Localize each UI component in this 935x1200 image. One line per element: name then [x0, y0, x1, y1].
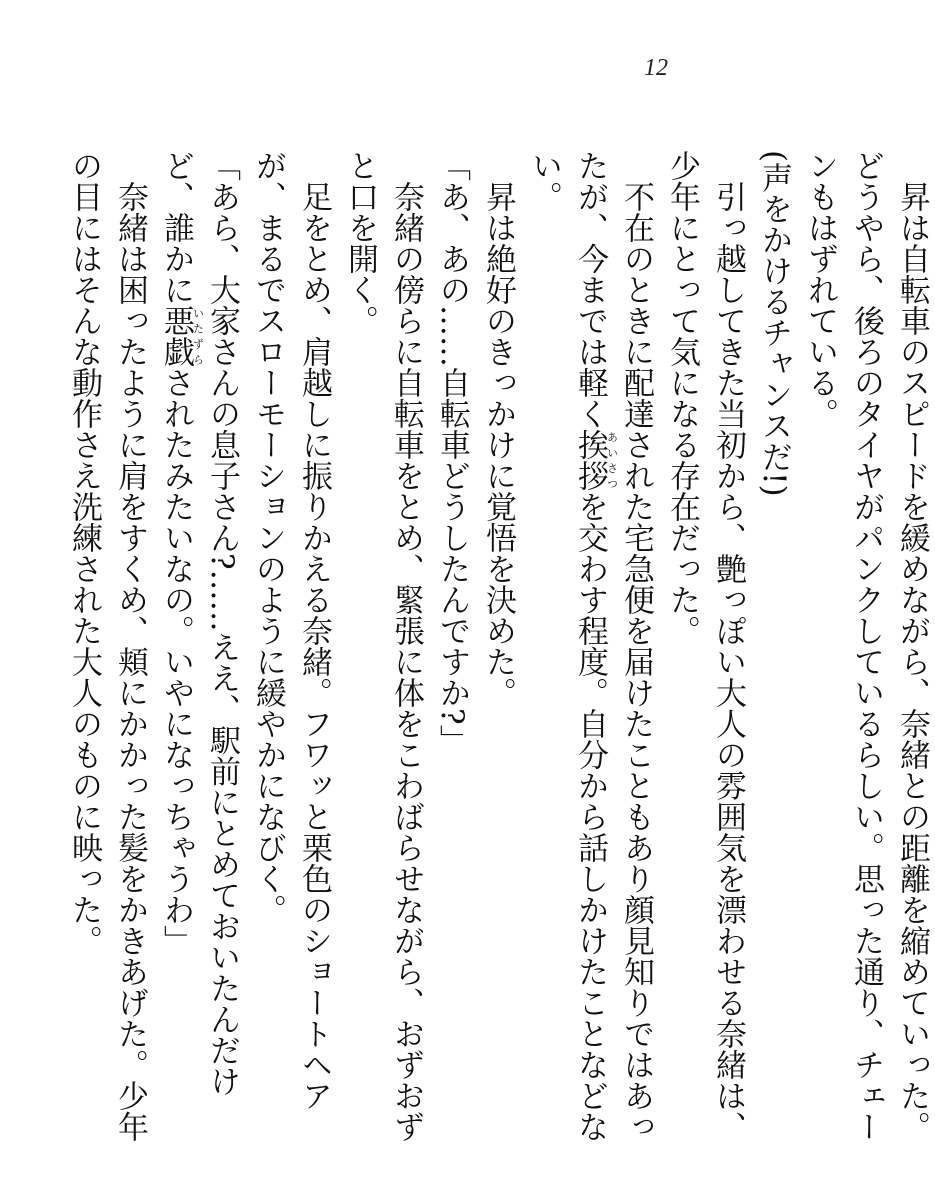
paragraph-text: されたみたいなの。いやになっちゃうわ」 [158, 367, 194, 956]
paragraph [153, 150, 245, 1150]
ruby-reading: いたずら [191, 305, 205, 367]
paragraph-text: 不在のときに配達された宅急便を届けたこともあり顔見知りではあったが、今までは軽く [572, 150, 654, 1142]
ruby-word [158, 305, 205, 367]
paragraph: 奈緒の傍らに自転車をとめ、緊張に体をこわばらせながら、おずおずと口を開く。 [342, 150, 424, 1142]
paragraph: (声をかけるチャンスだ!) [756, 150, 792, 497]
ruby-base: 悪戯 [158, 305, 194, 367]
paragraph-text: 「あら、大家さんの息子さん?……ええ、駅前にとめておいたんだけど、誰かに [158, 150, 240, 1097]
ruby-base: 挨拶 [572, 429, 608, 491]
paragraph: 奈緒は困ったように肩をすくめ、頬にかかった髪をかきあげた。少年の目にはそんな動作さえ洗練された大人のものに映った。 [66, 150, 148, 1142]
body-text [61, 150, 935, 1150]
paragraph: 昇は自転車のスピードを緩めながら、奈緒との距離を縮めていった。どうやら、後ろのタイヤがパンクしているらしい。思った通り、チェーンもはずれている。 [802, 150, 930, 1142]
ruby-reading: あいさつ [605, 429, 619, 491]
paragraph: 足をとめ、肩越しに振りかえる奈緒。フワッと栗色のショートヘアが、まるでスローモーションのように緩やかになびく。 [250, 150, 332, 1111]
paragraph: 昇は絶好のきっかけに覚悟を決めた。 [480, 181, 516, 708]
paragraph: 「あ、あの……自転車どうしたんですか?」 [434, 150, 470, 756]
ruby-word [572, 429, 619, 491]
paragraph [521, 150, 659, 1150]
paragraph: 引っ越してきた当初から、艶っぽい大人の雰囲気を漂わせる奈緒は、少年にとって気になる存在だった。 [664, 150, 746, 1142]
paragraph-text: を交わす程度。自分から話しかけたことなどない。 [526, 150, 608, 1142]
page-number: 12 [644, 55, 668, 81]
